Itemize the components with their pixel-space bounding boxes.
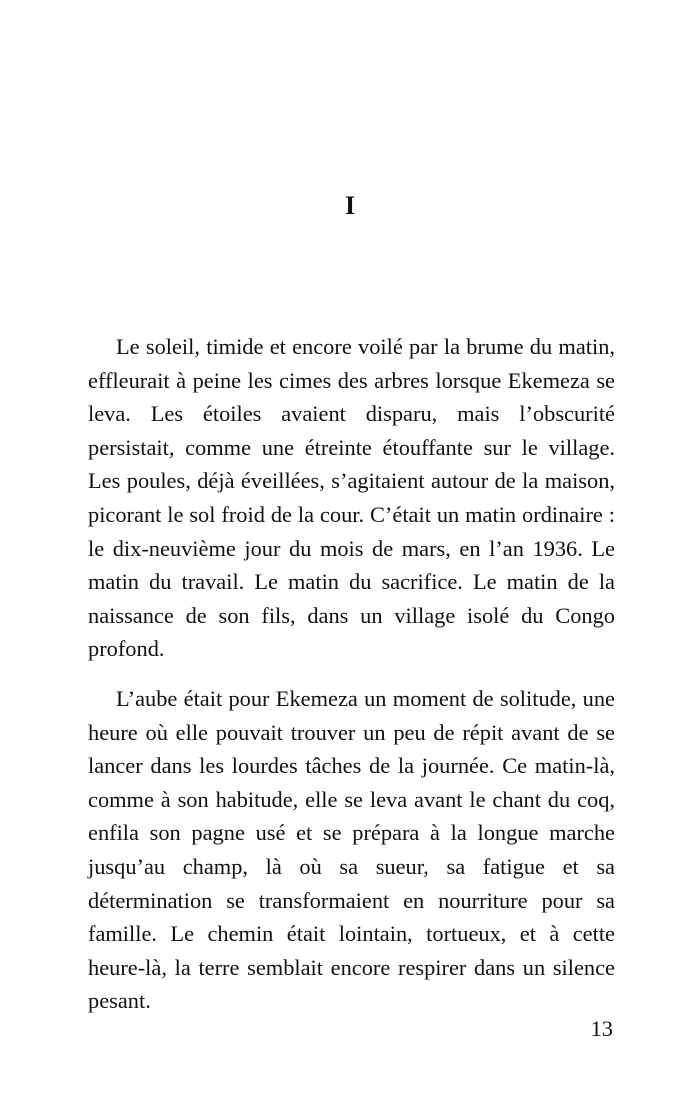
paragraph-2: L’aube était pour Ekemeza un moment de solitude, une heure où elle pouvait trouver un peu de répit avant de se lancer dans les lourdes tâches de la journée. Ce matin-là, comme à son habitude, elle se leva avant le chant du coq, enfila son pagne usé et se prépara à la longue marche jusqu’au champ, là où sa sueur, sa fatigue et sa détermination se transformaient en nourriture pour sa famille. Le chemin était lointain, tortueux, et à cette heure-là, la terre semblait encore respirer dans un silence pesant. [88,686,615,1014]
chapter-heading: I [344,191,356,220]
paragraph-block [88,682,615,1018]
paragraph-block [88,330,615,666]
page-number: 13 [590,1016,613,1041]
paragraph-1: Le soleil, timide et encore voilé par la brume du matin, effleurait à peine les cimes des arbres lorsque Ekemeza se leva. Les étoiles avaient disparu, mais l’obscurité persistait, comme une étreinte étouffante sur le village. Les poules, déjà éveillées, s’agitaient autour de la maison, picorant le sol froid de la cour. C’était un matin ordinaire : le dix-neuvième jour du mois de mars, en l’an 1936. Le matin du travail. Le matin du sacrifice. Le matin de la naissance de son fils, dans un village isolé du Congo profond. [88,334,615,662]
